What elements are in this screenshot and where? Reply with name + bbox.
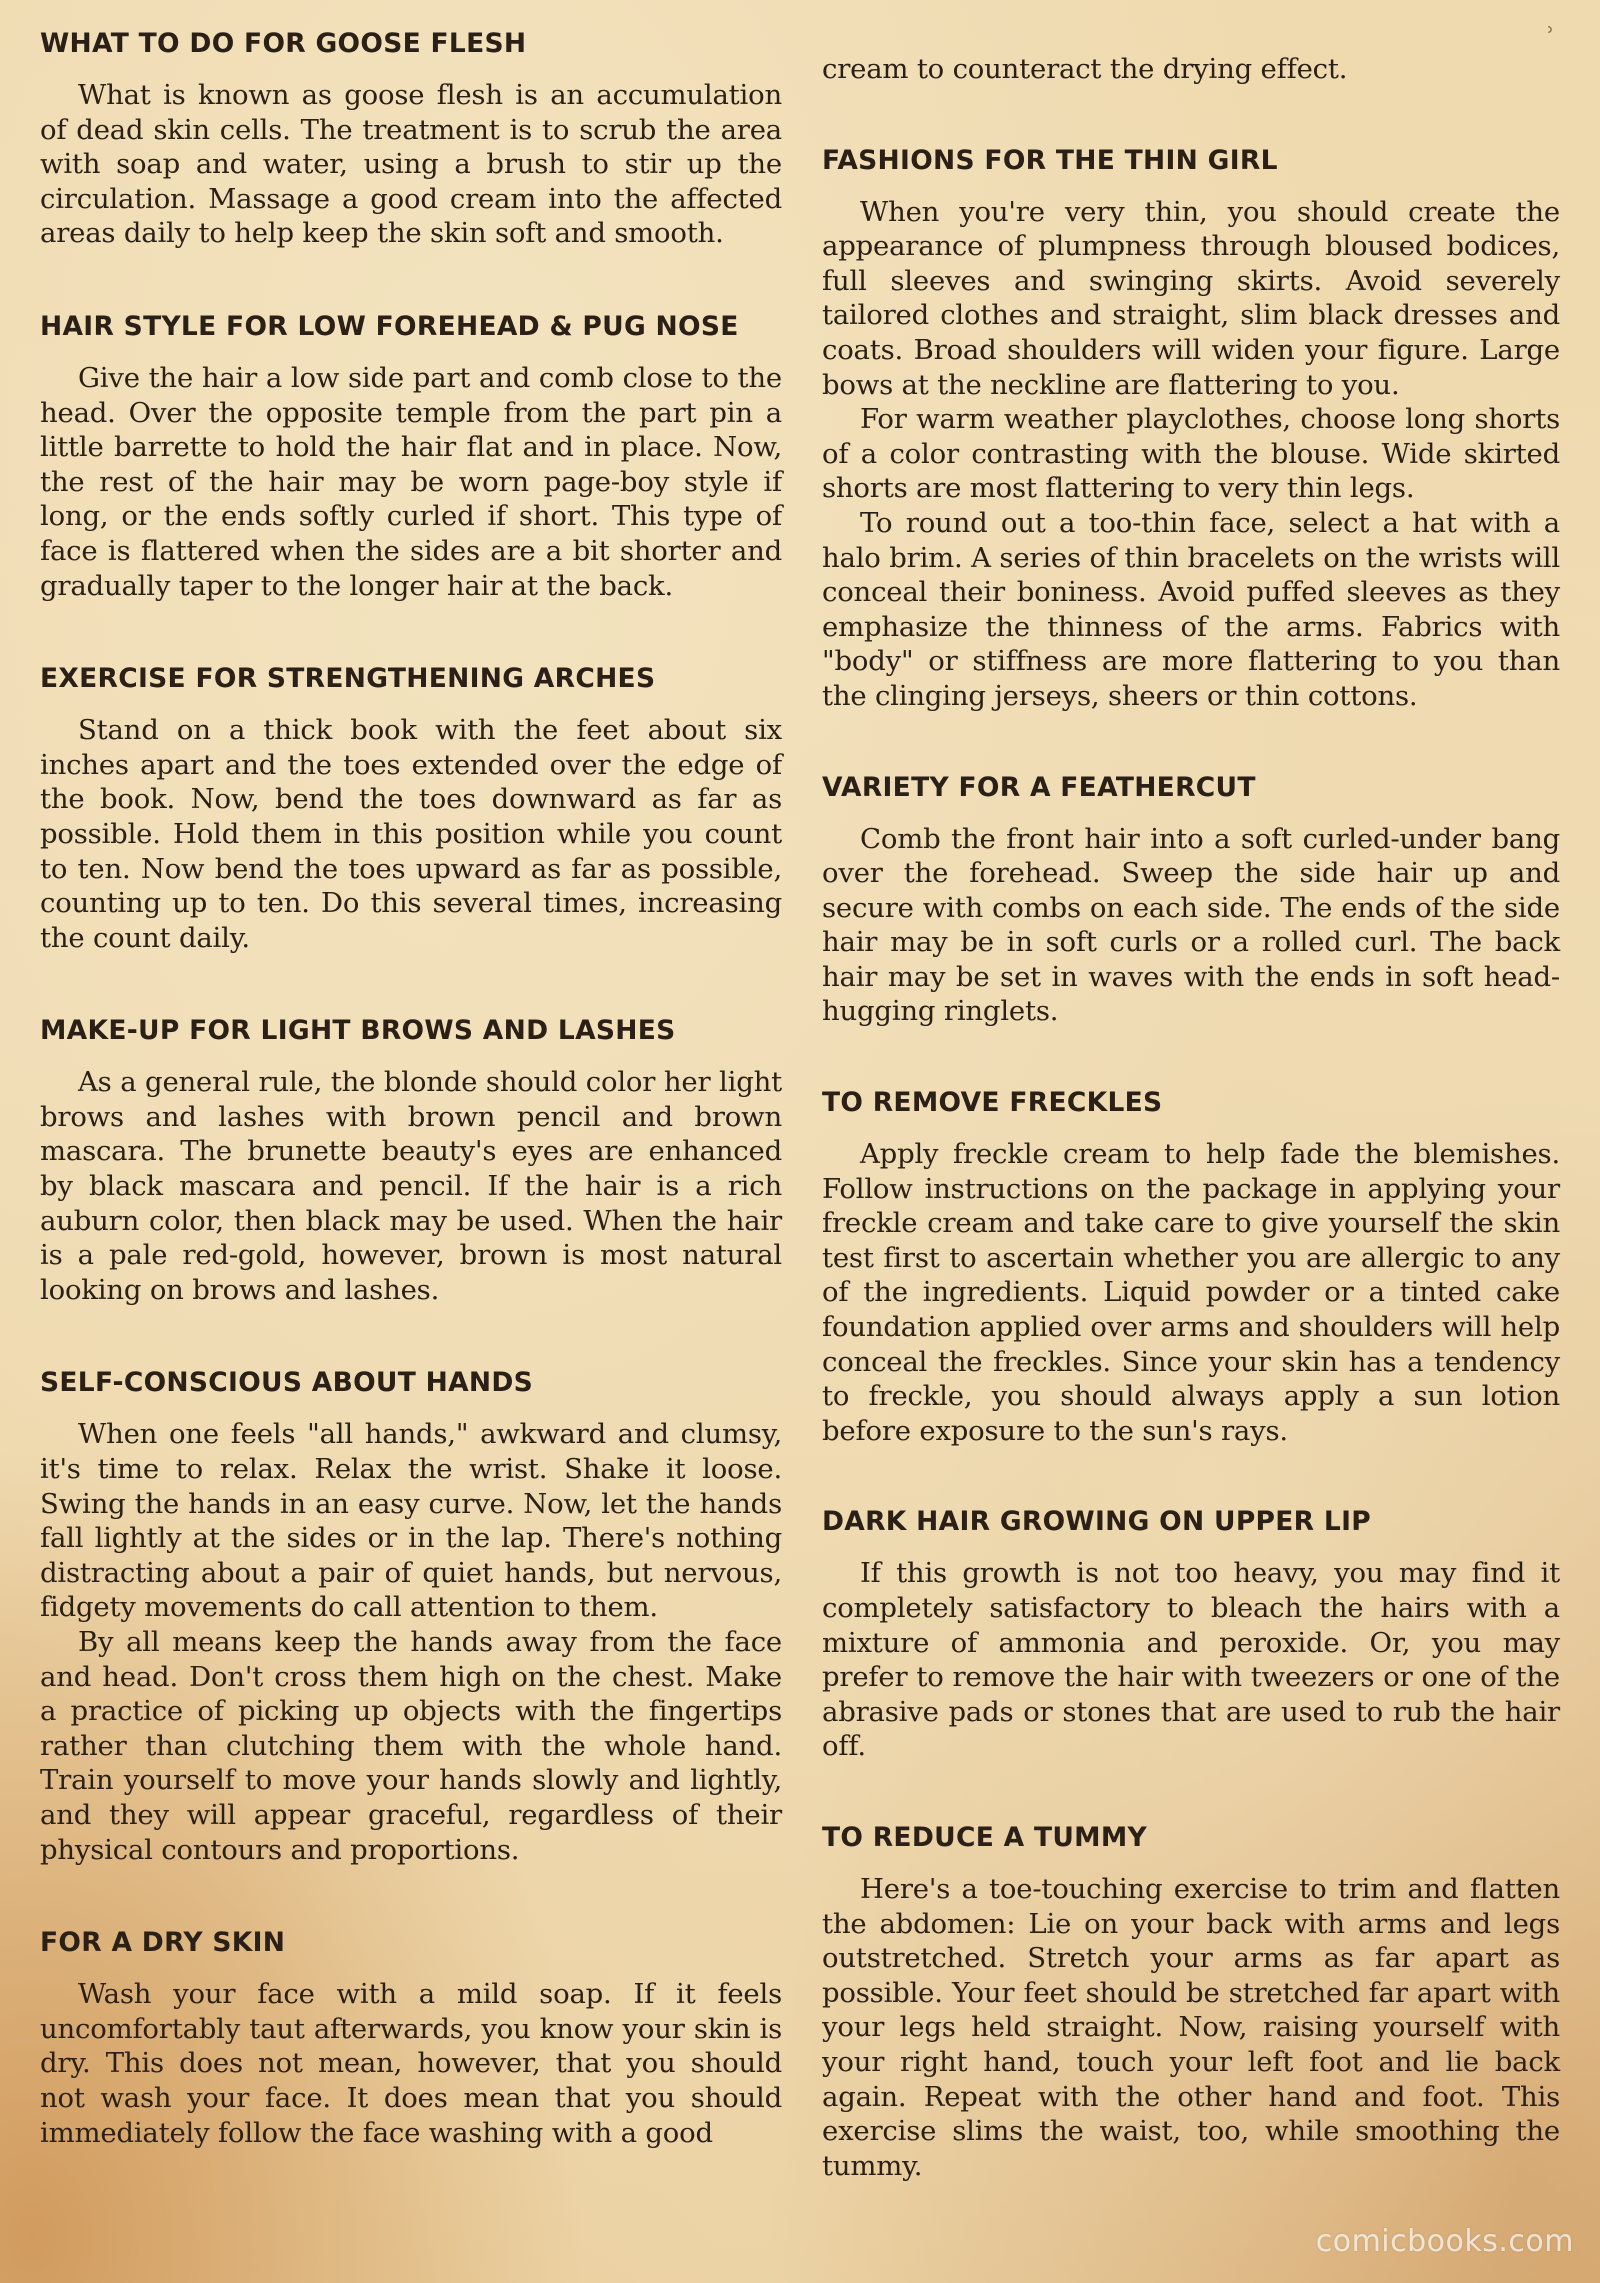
page-corner-mark: ʾ xyxy=(1544,20,1556,60)
article-title: HAIR STYLE FOR LOW FOREHEAD & PUG NOSE xyxy=(40,310,739,342)
article-paragraph: What is known as goose flesh is an accumulation of dead skin cells. The treatment is to scrub the area with soap and water, using a brush to stir up the circulation. Massage a good cream into the affected areas daily to help keep the skin soft and smooth. xyxy=(40,79,782,250)
article-feathercut xyxy=(822,772,1560,1030)
article-paragraph: Stand on a thick book with the feet about six inches apart and the toes extended over the edge of the book. Now, bend the toes downward as far as possible. Hold them in this position while you count to ten. Now bend the toes upward as far as possible, counting up to ten. Do this several times, increasing the count daily. xyxy=(40,714,782,954)
article-paragraph: For warm weather playclothes, choose long shorts of a color contrasting with the blouse. Wide skirted shorts are most flattering to very thin legs. xyxy=(822,403,1560,505)
article-paragraph: Here's a toe-touching exercise to trim and flatten the abdomen: Lie on your back with arms and legs outstretched. Stretch your arms as far apart as possible. Your feet should be stretched far apart with your legs held straight. Now, raising yourself with your right hand, touch your left foot and lie back again. Repeat with the other hand and foot. This exercise slims the waist, too, while smoothing the tummy. xyxy=(822,1872,1560,2182)
article-paragraph: As a general rule, the blonde should color her light brows and lashes with brown pencil and brown mascara. The brunette beauty's eyes are enhanced by black mascara and pencil. If the hair is a rich auburn color, then black may be used. When the hair is a pale red-gold, however, brown is most natural looking on brows and lashes. xyxy=(40,1066,782,1306)
article-title: FASHIONS FOR THE THIN GIRL xyxy=(822,144,1278,176)
article-title: WHAT TO DO FOR GOOSE FLESH xyxy=(40,28,527,59)
article-dry-skin xyxy=(40,1927,782,2150)
right-column xyxy=(822,52,1560,2183)
article-hands xyxy=(40,1367,782,1867)
article-paragraph: To round out a too-thin face, select a hat with a halo brim. A series of thin bracelets on the wrists will conceal their boniness. Avoid puffed sleeves as they emphasize the thinness of the arms. Fabrics with "body" or stiffness are more flattering to you than the clinging jerseys, sheers or thin cottons. xyxy=(822,506,1560,712)
article-paragraph: Comb the front hair into a soft curled-under bang over the forehead. Sweep the side hair up and secure with combs on each side. The ends of the side hair may be in soft curls or a rolled curl. The back hair may be set in waves with the ends in soft head-hugging ringlets. xyxy=(822,822,1560,1028)
article-title: VARIETY FOR A FEATHERCUT xyxy=(822,771,1256,803)
article-thin-girl xyxy=(822,145,1560,714)
watermark: comicbooks.com xyxy=(1315,2224,1574,2259)
article-title: MAKE-UP FOR LIGHT BROWS AND LASHES xyxy=(40,1015,676,1047)
article-paragraph: When one feels "all hands," awkward and clumsy, it's time to relax. Relax the wrist. Shake it loose. Swing the hands in an easy curve. Now, let the hands fall lightly at the sides or in the lap. There's nothing distracting about a pair of quiet hands, but nervous, fidgety movements do call attention to them. xyxy=(40,1418,782,1624)
article-light-brows xyxy=(40,1015,782,1307)
continuation-text: cream to counteract the drying effect. xyxy=(822,53,1348,85)
article-low-forehead xyxy=(40,311,782,603)
article-paragraph: Wash your face with a mild soap. If it feels uncomfortably taut afterwards, you know your skin is dry. This does not mean, however, that you should not wash your face. It does mean that you should immediately follow the face washing with a good xyxy=(40,1978,782,2149)
article-freckles xyxy=(822,1087,1560,1448)
article-strengthening-arches xyxy=(40,663,782,955)
article-paragraph: Apply freckle cream to help fade the blemishes. Follow instructions on the package in applying your freckle cream and take care to give yourself the skin test first to ascertain whether you are allergic to any of the ingredients. Liquid powder or a tinted cake foundation applied over arms and shoulders will help conceal the freckles. Since your skin has a tendency to freckle, you should always apply a sun lotion before exposure to the sun's rays. xyxy=(822,1138,1560,1447)
article-title: SELF-CONSCIOUS ABOUT HANDS xyxy=(40,1367,534,1399)
article-goose-flesh xyxy=(40,28,782,251)
article-title: FOR A DRY SKIN xyxy=(40,1927,286,1959)
left-column xyxy=(40,28,782,2150)
article-paragraph: When you're very thin, you should create the appearance of plumpness through bloused bodices, full sleeves and swinging skirts. Avoid severely tailored clothes and straight, slim black dresses and coats. Broad shoulders will widen your figure. Large bows at the neckline are flattering to you. xyxy=(822,195,1560,401)
article-paragraph: Give the hair a low side part and comb close to the head. Over the opposite temple from the part pin a little barrette to hold the hair flat and in place. Now, the rest of the hair may be worn page-boy style if long, or the ends softly curled if short. This type of face is flattered when the sides are a bit shorter and gradually taper to the longer hair at the back. xyxy=(40,361,782,602)
article-title: DARK HAIR GROWING ON UPPER LIP xyxy=(822,1506,1371,1538)
article-paragraph: By all means keep the hands away from the face and head. Don't cross them high on the chest. Make a practice of picking up objects with the fingertips rather than clutching them with the whole hand. Train yourself to move your hands slowly and lightly, and they will appear graceful, regardless of their physical contours and proportions. xyxy=(40,1626,782,1866)
article-tummy xyxy=(822,1822,1560,2183)
article-paragraph: If this growth is not too heavy, you may find it completely satisfactory to bleach the hairs with a mixture of ammonia and peroxide. Or, you may prefer to remove the hair with tweezers or one of the abrasive pads or stones that are used to rub the hair off. xyxy=(822,1557,1560,1763)
article-title: EXERCISE FOR STRENGTHENING ARCHES xyxy=(40,663,656,695)
article-title: TO REDUCE A TUMMY xyxy=(822,1821,1147,1853)
article-upper-lip xyxy=(822,1506,1560,1764)
article-title: TO REMOVE FRECKLES xyxy=(822,1087,1163,1119)
